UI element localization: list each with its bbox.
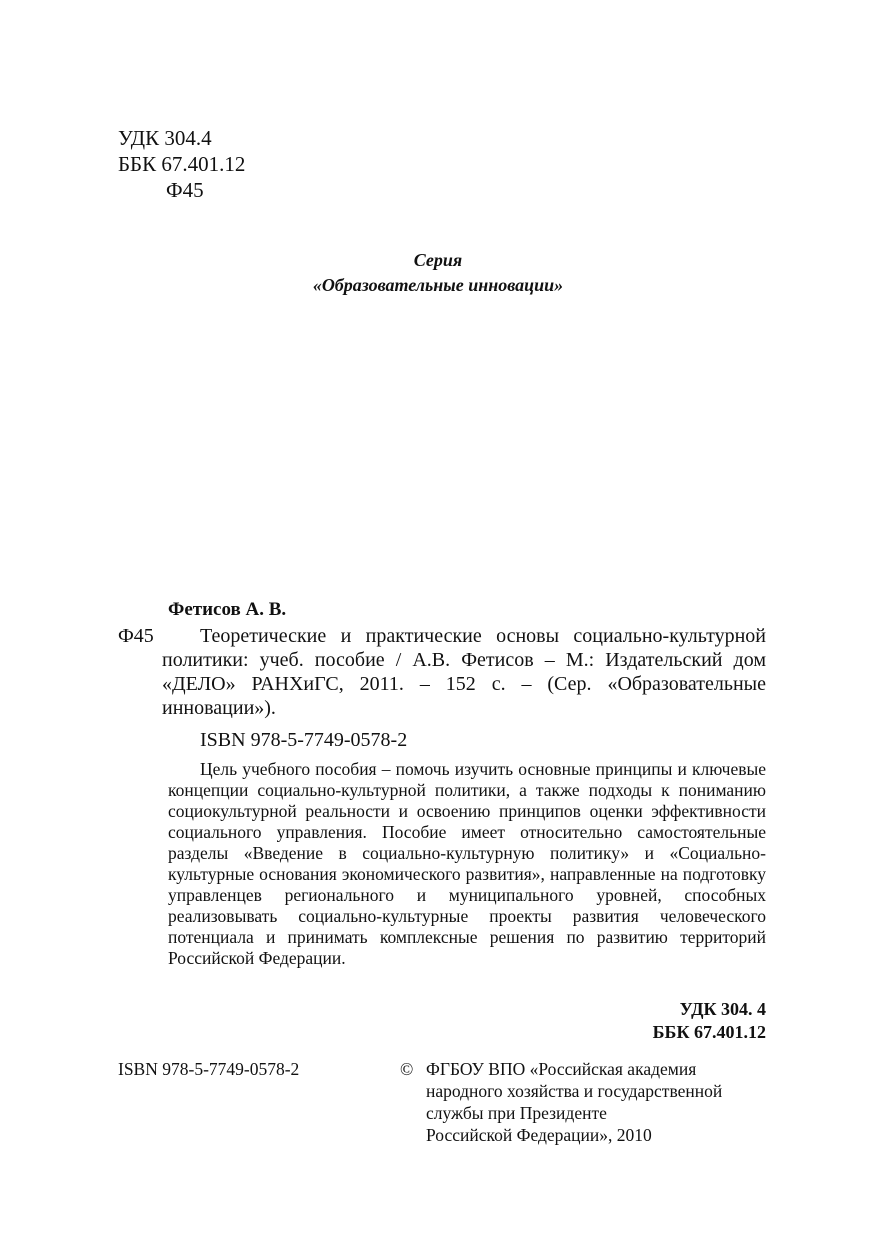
udk-code: УДК 304.4 xyxy=(118,126,212,150)
footer-isbn: ISBN 978-5-7749-0578-2 xyxy=(118,1059,300,1079)
copyright-holder xyxy=(426,1058,722,1146)
copyright-block xyxy=(400,1058,722,1146)
series-label: Серия xyxy=(413,250,463,270)
record-isbn: ISBN 978-5-7749-0578-2 xyxy=(200,729,408,751)
bbk-code: ББК 67.401.12 xyxy=(118,152,246,176)
copyright-line: ФГБОУ ВПО «Российская академия xyxy=(426,1059,697,1079)
record-author-mark: Ф45 xyxy=(118,625,154,647)
record-udk: УДК 304. 4 xyxy=(679,999,766,1019)
author-heading: Фетисов А. В. xyxy=(168,599,287,620)
copyright-line: Российской Федерации», 2010 xyxy=(426,1125,652,1145)
author-mark: Ф45 xyxy=(166,178,204,202)
copyright-line: народного хозяйства и государственной xyxy=(426,1081,723,1101)
copyright-sign: © xyxy=(400,1059,414,1079)
series-name: «Образовательные инновации» xyxy=(312,275,564,295)
copyright-line: службы при Президенте xyxy=(426,1103,607,1123)
annotation: Цель учебного пособия – помочь изучить основные принципы и ключевые концепции социально-культурной политики, а также подходы к пониманию социокультурной реальности и освоению принципов оценки эффективности социального управления. Пособие имеет относительно самостоятельные разделы «Введение в социально-культурную политику» и «Социально-культурные основания экономического развития», направленные на подготовку управленцев регионального и муниципального уровней, способных реализовывать социально-культурные проекты развития человеческого потенциала и принимать комплексные решения по развитию территорий Российской Федерации. xyxy=(168,759,766,968)
bibliographic-description: Теоретические и практические основы социально-культурной политики: учеб. пособие / А.В. Фетисов – М.: Издательский дом «ДЕЛО» РАНХиГС, 2011. – 152 с. – (Сер. «Образовательные инновации»). xyxy=(162,625,766,719)
record-bbk: ББК 67.401.12 xyxy=(652,1022,766,1042)
